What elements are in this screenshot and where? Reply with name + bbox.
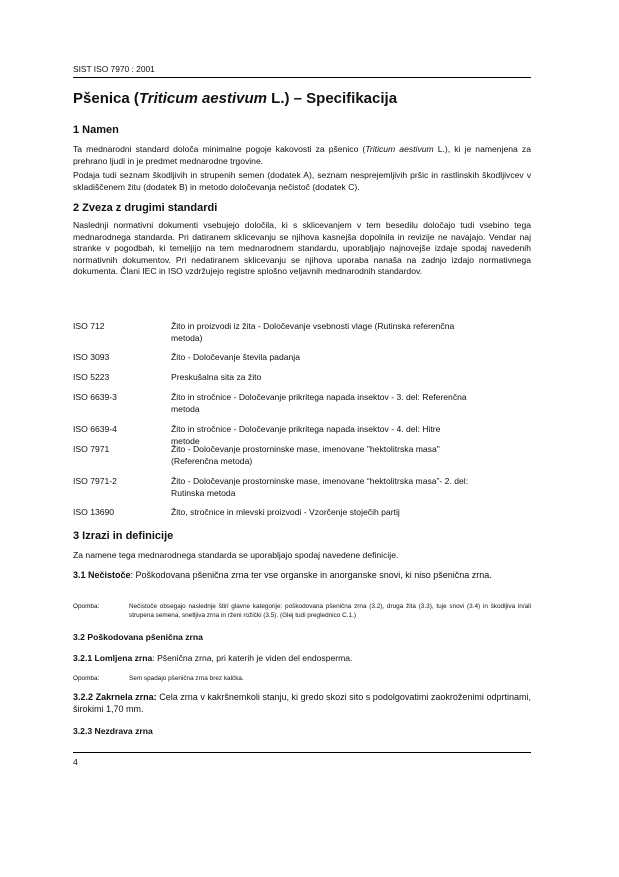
reference-title: Žito in proizvodi iz žita - Določevanje vsebnosti vlage (Rutinska referenčna metoda) bbox=[171, 321, 455, 343]
heading-3-2: 3.2 Poškodovana pšenična zrna bbox=[73, 632, 203, 642]
reference-code: ISO 6639-3 bbox=[73, 392, 117, 402]
reference-row bbox=[73, 392, 531, 415]
reference-row bbox=[73, 444, 531, 467]
title-part: Pšenica ( bbox=[73, 90, 139, 107]
title-species: Triticum aestivum bbox=[138, 90, 267, 107]
definition-3-2-1: 3.2.1 Lomljena zrna: Pšenična zrna, pri katerih je viden del endosperma. bbox=[73, 653, 353, 663]
section-1-heading: 1 Namen bbox=[73, 124, 119, 136]
title-part: L.) – Specifikacija bbox=[266, 90, 398, 107]
note-1: Opomba: Nečistoče obsegajo naslednje štiri glavne kategorije: poškodovana pšenična zrna (3.2), druga žita (3.3), tuje snovi (3.4) in škodljiva in/ali strupena semena, snetljiva zrna in rženi rožički (3.5). (Glej tudi preglednico C.1.) bbox=[73, 603, 531, 620]
reference-row bbox=[73, 476, 531, 499]
definition-3-2-2: 3.2.2 Zakrnela zrna: Cela zrna v kakršnemkoli stanju, ki gredo skozi sito s podolgovatimi zaokroženimi odprtinami, širokimi 1,70 mm. bbox=[73, 692, 531, 714]
reference-title: Žito in stročnice - Določevanje prikritega napada insektov - 3. del: Referenčna metoda bbox=[171, 392, 467, 414]
page-title bbox=[73, 90, 531, 108]
section-2-paragraph: Naslednji normativni dokumenti vsebujejo določila, ki s sklicevanjem v tem besedilu določajo tudi vsebino tega mednarodnega standarda. Pri datiranem sklicevanju se njihova kasnejša dopolnila in revizije ne navajajo. Vendar naj stranke v pogodbah, ki temeljijo na tem mednarodnem standardu, uporabljajo najnovejše izdaje spodaj navedenih normativnih dokumentov. Pri nedatiranem sklicevanju se njihova uporaba nanaša na zadnjo izdajo normativnega dokumenta. Člani IEC in ISO vzdržujejo registre splošno veljavnih mednarodnih standardov. bbox=[73, 220, 531, 277]
section-3-intro: Za namene tega mednarodnega standarda se uporabljajo spodaj navedene definicije. bbox=[73, 550, 399, 560]
reference-row bbox=[73, 507, 531, 519]
section-1-paragraph-1: Ta mednarodni standard določa minimalne pogoje kakovosti za pšenico (Triticum aestivum L.), ki je namenjena za prehrano ljudi in je predmet mednarodne trgovine. bbox=[73, 144, 531, 166]
reference-title: Žito - Določevanje prostorninske mase, imenovane “hektolitrska masa”- 2. del: Rutinska metoda bbox=[171, 476, 469, 498]
reference-title: Žito - Določevanje števila padanja bbox=[171, 352, 300, 362]
definition-3-1: 3.1 Nečistoče: Poškodovana pšenična zrna ter vse organske in anorganske snovi, ki niso pšenična zrna. bbox=[73, 570, 492, 580]
reference-row bbox=[73, 321, 531, 344]
section-2-heading: 2 Zveza z drugimi standardi bbox=[73, 202, 218, 214]
reference-title: Žito in stročnice - Določevanje prikritega napada insektov - 4. del: Hitre metode bbox=[171, 424, 441, 446]
reference-code: ISO 7971-2 bbox=[73, 476, 117, 486]
reference-row bbox=[73, 372, 531, 384]
reference-code: ISO 3093 bbox=[73, 352, 110, 362]
reference-code: ISO 5223 bbox=[73, 372, 110, 382]
note-2: Opomba: Sem spadajo pšenična zrna brez kalčka. bbox=[73, 675, 244, 682]
reference-title: Žito - Določevanje prostorninske mase, imenovane "hektolitrska masa" (Referenčna metoda) bbox=[171, 444, 440, 466]
header-rule bbox=[73, 77, 531, 78]
reference-title: Preskušalna sita za žito bbox=[171, 372, 262, 382]
heading-3-2-3: 3.2.3 Nezdrava zrna bbox=[73, 726, 153, 736]
reference-code: ISO 13690 bbox=[73, 507, 115, 517]
running-header: SIST ISO 7970 : 2001 bbox=[73, 64, 155, 74]
page-number: 4 bbox=[73, 757, 78, 767]
reference-code: ISO 7971 bbox=[73, 444, 110, 454]
section-3-heading: 3 Izrazi in definicije bbox=[73, 530, 174, 542]
footer-rule bbox=[73, 752, 531, 753]
reference-row bbox=[73, 352, 531, 364]
reference-title: Žito, stročnice in mlevski proizvodi - Vzorčenje stoječih partij bbox=[171, 507, 400, 517]
reference-code: ISO 6639-4 bbox=[73, 424, 117, 434]
section-1-paragraph-2: Podaja tudi seznam škodljivih in strupenih semen (dodatek A), seznam nesprejemljivih pršic in rastlinskih škodljivcev v skladiščenem žitu (dodatek B) in metodo določevanja nečistoč (dodatek C). bbox=[73, 170, 531, 192]
reference-code: ISO 712 bbox=[73, 321, 105, 331]
